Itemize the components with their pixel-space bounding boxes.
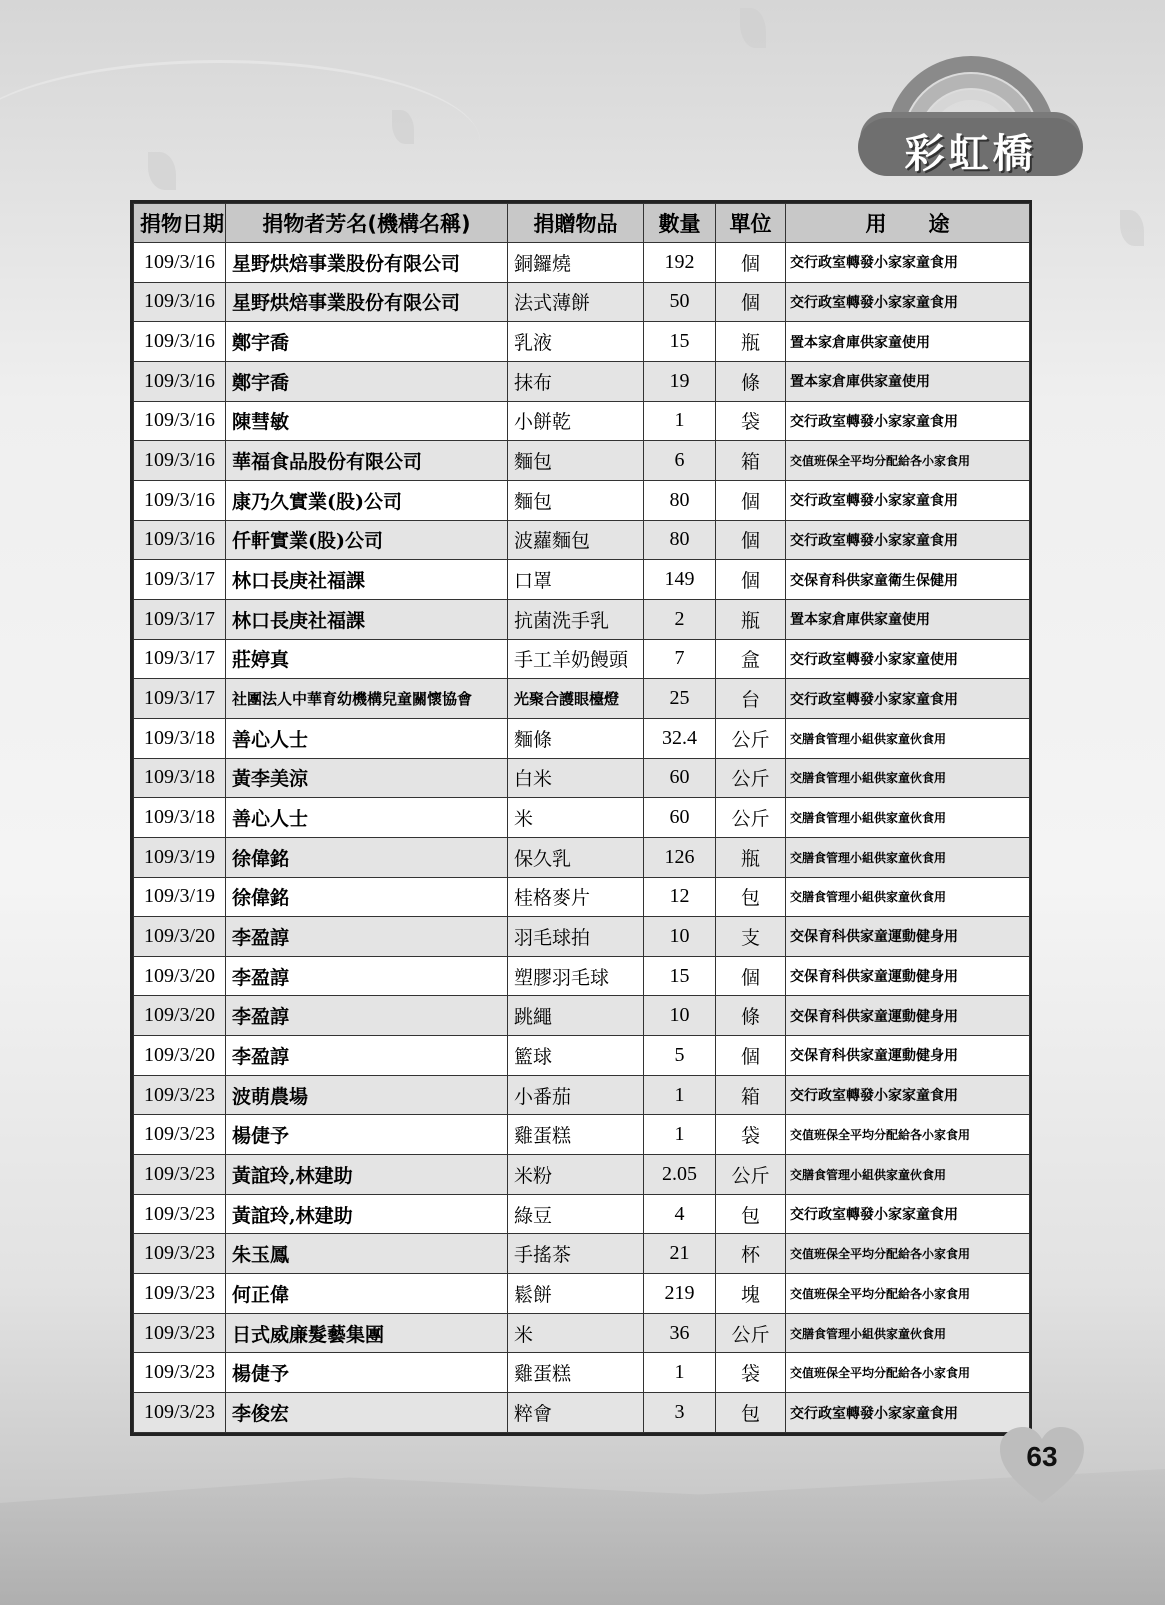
cell-donor: 善心人士 [226, 718, 508, 758]
page-number: 63 [1026, 1441, 1058, 1472]
cell-unit: 袋 [716, 1353, 786, 1393]
cell-item: 手搖茶 [508, 1234, 644, 1274]
cell-item: 保久乳 [508, 837, 644, 877]
table-row [134, 1075, 1030, 1115]
table-row [134, 877, 1030, 917]
column-header: 數量 [644, 204, 716, 243]
cell-donor: 社團法人中華育幼機構兒童關懷協會 [226, 679, 508, 719]
cell-date: 109/3/17 [134, 560, 226, 600]
cell-donor: 李盈諄 [226, 1036, 508, 1076]
cell-donor: 黃誼玲,林建助 [226, 1155, 508, 1195]
table-row [134, 282, 1030, 322]
cell-purpose: 交值班保全平均分配給各小家食用 [786, 1353, 1030, 1393]
cell-purpose: 交膳食管理小組供家童伙食用 [786, 837, 1030, 877]
cell-donor: 李俊宏 [226, 1393, 508, 1433]
column-header: 捐贈物品 [508, 204, 644, 243]
column-header: 捐物日期 [134, 204, 226, 243]
cell-date: 109/3/20 [134, 956, 226, 996]
cell-donor: 何正偉 [226, 1274, 508, 1314]
column-header: 單位 [716, 204, 786, 243]
cell-quantity: 1 [644, 1115, 716, 1155]
table-row [134, 1155, 1030, 1195]
cell-unit: 箱 [716, 441, 786, 481]
cell-purpose: 交行政室轉發小家家童食用 [786, 1075, 1030, 1115]
cell-date: 109/3/17 [134, 679, 226, 719]
cell-donor: 李盈諄 [226, 996, 508, 1036]
cell-item: 小餅乾 [508, 401, 644, 441]
table-row [134, 1274, 1030, 1314]
background-petal [1120, 210, 1144, 246]
cell-purpose: 交保育科供家童運動健身用 [786, 917, 1030, 957]
column-header: 用 途 [786, 204, 1030, 243]
cell-item: 綠豆 [508, 1194, 644, 1234]
cell-item: 麵條 [508, 718, 644, 758]
table-row [134, 441, 1030, 481]
cell-item: 銅鑼燒 [508, 243, 644, 283]
donation-table-container [130, 200, 1032, 1436]
cell-date: 109/3/20 [134, 996, 226, 1036]
cell-unit: 台 [716, 679, 786, 719]
cell-date: 109/3/23 [134, 1234, 226, 1274]
cell-unit: 公斤 [716, 1313, 786, 1353]
cell-quantity: 10 [644, 996, 716, 1036]
table-row [134, 1115, 1030, 1155]
cell-item: 籃球 [508, 1036, 644, 1076]
cell-item: 抹布 [508, 361, 644, 401]
cell-unit: 條 [716, 361, 786, 401]
cell-item: 雞蛋糕 [508, 1353, 644, 1393]
page-number-badge [998, 1425, 1086, 1505]
cell-purpose: 交膳食管理小組供家童伙食用 [786, 758, 1030, 798]
cell-unit: 個 [716, 243, 786, 283]
cell-date: 109/3/23 [134, 1393, 226, 1433]
cell-unit: 瓶 [716, 837, 786, 877]
cell-quantity: 25 [644, 679, 716, 719]
table-row [134, 322, 1030, 362]
cell-unit: 箱 [716, 1075, 786, 1115]
cell-quantity: 50 [644, 282, 716, 322]
cell-quantity: 21 [644, 1234, 716, 1274]
cell-item: 波蘿麵包 [508, 520, 644, 560]
cell-donor: 朱玉鳳 [226, 1234, 508, 1274]
cell-purpose: 交值班保全平均分配給各小家食用 [786, 1115, 1030, 1155]
cell-unit: 公斤 [716, 718, 786, 758]
cell-quantity: 6 [644, 441, 716, 481]
cell-quantity: 32.4 [644, 718, 716, 758]
cell-donor: 日式威廉髮藝集團 [226, 1313, 508, 1353]
cell-unit: 條 [716, 996, 786, 1036]
cell-unit: 公斤 [716, 758, 786, 798]
table-row [134, 560, 1030, 600]
cell-quantity: 2.05 [644, 1155, 716, 1195]
background-petal [740, 8, 766, 48]
cell-purpose: 交保育科供家童衛生保健用 [786, 560, 1030, 600]
cell-unit: 袋 [716, 401, 786, 441]
cell-item: 塑膠羽毛球 [508, 956, 644, 996]
cell-donor: 楊倢予 [226, 1353, 508, 1393]
cell-quantity: 149 [644, 560, 716, 600]
cell-date: 109/3/19 [134, 837, 226, 877]
cell-quantity: 3 [644, 1393, 716, 1433]
cell-donor: 林口長庚社福課 [226, 599, 508, 639]
table-row [134, 1353, 1030, 1393]
cell-unit: 瓶 [716, 322, 786, 362]
column-header: 捐物者芳名(機構名稱) [226, 204, 508, 243]
section-logo [858, 48, 1083, 178]
cell-quantity: 60 [644, 758, 716, 798]
cell-date: 109/3/18 [134, 758, 226, 798]
cell-item: 麵包 [508, 441, 644, 481]
table-header-row [134, 204, 1030, 243]
table-row [134, 1194, 1030, 1234]
cell-item: 米 [508, 1313, 644, 1353]
cell-donor: 黃李美涼 [226, 758, 508, 798]
cell-unit: 盒 [716, 639, 786, 679]
cell-quantity: 60 [644, 798, 716, 838]
cell-unit: 個 [716, 520, 786, 560]
cell-date: 109/3/17 [134, 639, 226, 679]
cell-date: 109/3/16 [134, 520, 226, 560]
cell-unit: 個 [716, 282, 786, 322]
cell-date: 109/3/16 [134, 282, 226, 322]
cell-purpose: 交保育科供家童運動健身用 [786, 956, 1030, 996]
table-row [134, 718, 1030, 758]
cell-date: 109/3/16 [134, 243, 226, 283]
cell-donor: 仟軒實業(股)公司 [226, 520, 508, 560]
cell-unit: 個 [716, 560, 786, 600]
cell-item: 米 [508, 798, 644, 838]
cell-donor: 莊婷真 [226, 639, 508, 679]
table-row [134, 639, 1030, 679]
cell-donor: 林口長庚社福課 [226, 560, 508, 600]
cell-unit: 袋 [716, 1115, 786, 1155]
cell-unit: 個 [716, 1036, 786, 1076]
cell-date: 109/3/16 [134, 401, 226, 441]
cell-quantity: 2 [644, 599, 716, 639]
cell-purpose: 交行政室轉發小家家童食用 [786, 401, 1030, 441]
cell-purpose: 交保育科供家童運動健身用 [786, 1036, 1030, 1076]
cell-quantity: 15 [644, 322, 716, 362]
cell-date: 109/3/23 [134, 1115, 226, 1155]
cell-unit: 包 [716, 1393, 786, 1433]
table-row [134, 837, 1030, 877]
cell-purpose: 交膳食管理小組供家童伙食用 [786, 798, 1030, 838]
cell-purpose: 交行政室轉發小家家童食用 [786, 1194, 1030, 1234]
table-row [134, 1036, 1030, 1076]
cell-quantity: 80 [644, 480, 716, 520]
cell-donor: 善心人士 [226, 798, 508, 838]
cell-donor: 李盈諄 [226, 917, 508, 957]
cell-date: 109/3/16 [134, 441, 226, 481]
cell-quantity: 126 [644, 837, 716, 877]
cell-item: 白米 [508, 758, 644, 798]
table-row [134, 401, 1030, 441]
cell-date: 109/3/16 [134, 480, 226, 520]
cell-purpose: 置本家倉庫供家童使用 [786, 322, 1030, 362]
cell-purpose: 交行政室轉發小家家童使用 [786, 639, 1030, 679]
cell-unit: 個 [716, 480, 786, 520]
cell-donor: 楊倢予 [226, 1115, 508, 1155]
table-row [134, 1393, 1030, 1433]
cell-date: 109/3/20 [134, 1036, 226, 1076]
cell-date: 109/3/23 [134, 1155, 226, 1195]
cell-quantity: 5 [644, 1036, 716, 1076]
cell-quantity: 192 [644, 243, 716, 283]
cell-purpose: 交保育科供家童運動健身用 [786, 996, 1030, 1036]
cell-item: 光聚合護眼檯燈 [508, 679, 644, 719]
cell-purpose: 交值班保全平均分配給各小家食用 [786, 1274, 1030, 1314]
cell-unit: 瓶 [716, 599, 786, 639]
cell-donor: 鄭宇喬 [226, 322, 508, 362]
cell-item: 雞蛋糕 [508, 1115, 644, 1155]
cell-purpose: 交膳食管理小組供家童伙食用 [786, 718, 1030, 758]
table-row [134, 1313, 1030, 1353]
cell-purpose: 置本家倉庫供家童使用 [786, 599, 1030, 639]
cell-quantity: 80 [644, 520, 716, 560]
cell-quantity: 36 [644, 1313, 716, 1353]
cell-date: 109/3/23 [134, 1313, 226, 1353]
cell-item: 乳液 [508, 322, 644, 362]
cell-purpose: 交膳食管理小組供家童伙食用 [786, 1155, 1030, 1195]
cell-quantity: 1 [644, 1075, 716, 1115]
cell-unit: 包 [716, 1194, 786, 1234]
cell-purpose: 交行政室轉發小家家童食用 [786, 243, 1030, 283]
cell-date: 109/3/16 [134, 361, 226, 401]
cell-quantity: 15 [644, 956, 716, 996]
table-row [134, 480, 1030, 520]
cell-purpose: 交值班保全平均分配給各小家食用 [786, 1234, 1030, 1274]
cell-purpose: 交膳食管理小組供家童伙食用 [786, 1313, 1030, 1353]
cell-purpose: 交行政室轉發小家家童食用 [786, 282, 1030, 322]
table-row [134, 679, 1030, 719]
section-title: 彩虹橋 [904, 131, 1037, 177]
cell-date: 109/3/19 [134, 877, 226, 917]
cell-item: 手工羊奶饅頭 [508, 639, 644, 679]
cell-donor: 陳彗敏 [226, 401, 508, 441]
cell-donor: 徐偉銘 [226, 877, 508, 917]
table-row [134, 917, 1030, 957]
cell-item: 小番茄 [508, 1075, 644, 1115]
cell-donor: 黃誼玲,林建助 [226, 1194, 508, 1234]
cell-purpose: 交值班保全平均分配給各小家食用 [786, 441, 1030, 481]
table-row [134, 243, 1030, 283]
cell-item: 抗菌洗手乳 [508, 599, 644, 639]
cell-unit: 包 [716, 877, 786, 917]
cell-donor: 華福食品股份有限公司 [226, 441, 508, 481]
cell-donor: 星野烘焙事業股份有限公司 [226, 282, 508, 322]
cell-donor: 徐偉銘 [226, 837, 508, 877]
cell-unit: 公斤 [716, 798, 786, 838]
cell-date: 109/3/23 [134, 1194, 226, 1234]
cell-unit: 支 [716, 917, 786, 957]
cell-unit: 個 [716, 956, 786, 996]
cell-item: 米粉 [508, 1155, 644, 1195]
cell-quantity: 1 [644, 1353, 716, 1393]
cell-donor: 李盈諄 [226, 956, 508, 996]
table-row [134, 798, 1030, 838]
cell-date: 109/3/23 [134, 1353, 226, 1393]
cell-quantity: 12 [644, 877, 716, 917]
table-row [134, 956, 1030, 996]
cell-item: 羽毛球拍 [508, 917, 644, 957]
cell-item: 口罩 [508, 560, 644, 600]
table-row [134, 1234, 1030, 1274]
cell-date: 109/3/16 [134, 322, 226, 362]
cell-item: 麵包 [508, 480, 644, 520]
table-row [134, 361, 1030, 401]
cell-quantity: 1 [644, 401, 716, 441]
cell-donor: 波萌農場 [226, 1075, 508, 1115]
cell-date: 109/3/18 [134, 718, 226, 758]
cell-date: 109/3/23 [134, 1274, 226, 1314]
cell-date: 109/3/20 [134, 917, 226, 957]
cell-quantity: 219 [644, 1274, 716, 1314]
cell-purpose: 交行政室轉發小家家童食用 [786, 480, 1030, 520]
cell-donor: 星野烘焙事業股份有限公司 [226, 243, 508, 283]
table-row [134, 599, 1030, 639]
cell-donor: 鄭宇喬 [226, 361, 508, 401]
cell-date: 109/3/18 [134, 798, 226, 838]
cell-unit: 杯 [716, 1234, 786, 1274]
donation-table [133, 203, 1030, 1433]
cell-date: 109/3/23 [134, 1075, 226, 1115]
cell-purpose: 交行政室轉發小家家童食用 [786, 1393, 1030, 1433]
cell-quantity: 19 [644, 361, 716, 401]
cell-item: 鬆餅 [508, 1274, 644, 1314]
cell-purpose: 交膳食管理小組供家童伙食用 [786, 877, 1030, 917]
cell-date: 109/3/17 [134, 599, 226, 639]
cell-item: 桂格麥片 [508, 877, 644, 917]
background-hills [0, 1435, 1165, 1605]
cell-unit: 公斤 [716, 1155, 786, 1195]
cell-quantity: 10 [644, 917, 716, 957]
cell-item: 跳繩 [508, 996, 644, 1036]
cell-unit: 塊 [716, 1274, 786, 1314]
cell-quantity: 7 [644, 639, 716, 679]
cell-purpose: 交行政室轉發小家家童食用 [786, 679, 1030, 719]
table-row [134, 996, 1030, 1036]
table-row [134, 520, 1030, 560]
cell-donor: 康乃久實業(股)公司 [226, 480, 508, 520]
table-row [134, 758, 1030, 798]
cell-purpose: 交行政室轉發小家家童食用 [786, 520, 1030, 560]
cell-quantity: 4 [644, 1194, 716, 1234]
cell-item: 法式薄餅 [508, 282, 644, 322]
cell-purpose: 置本家倉庫供家童使用 [786, 361, 1030, 401]
cell-item: 粹會 [508, 1393, 644, 1433]
